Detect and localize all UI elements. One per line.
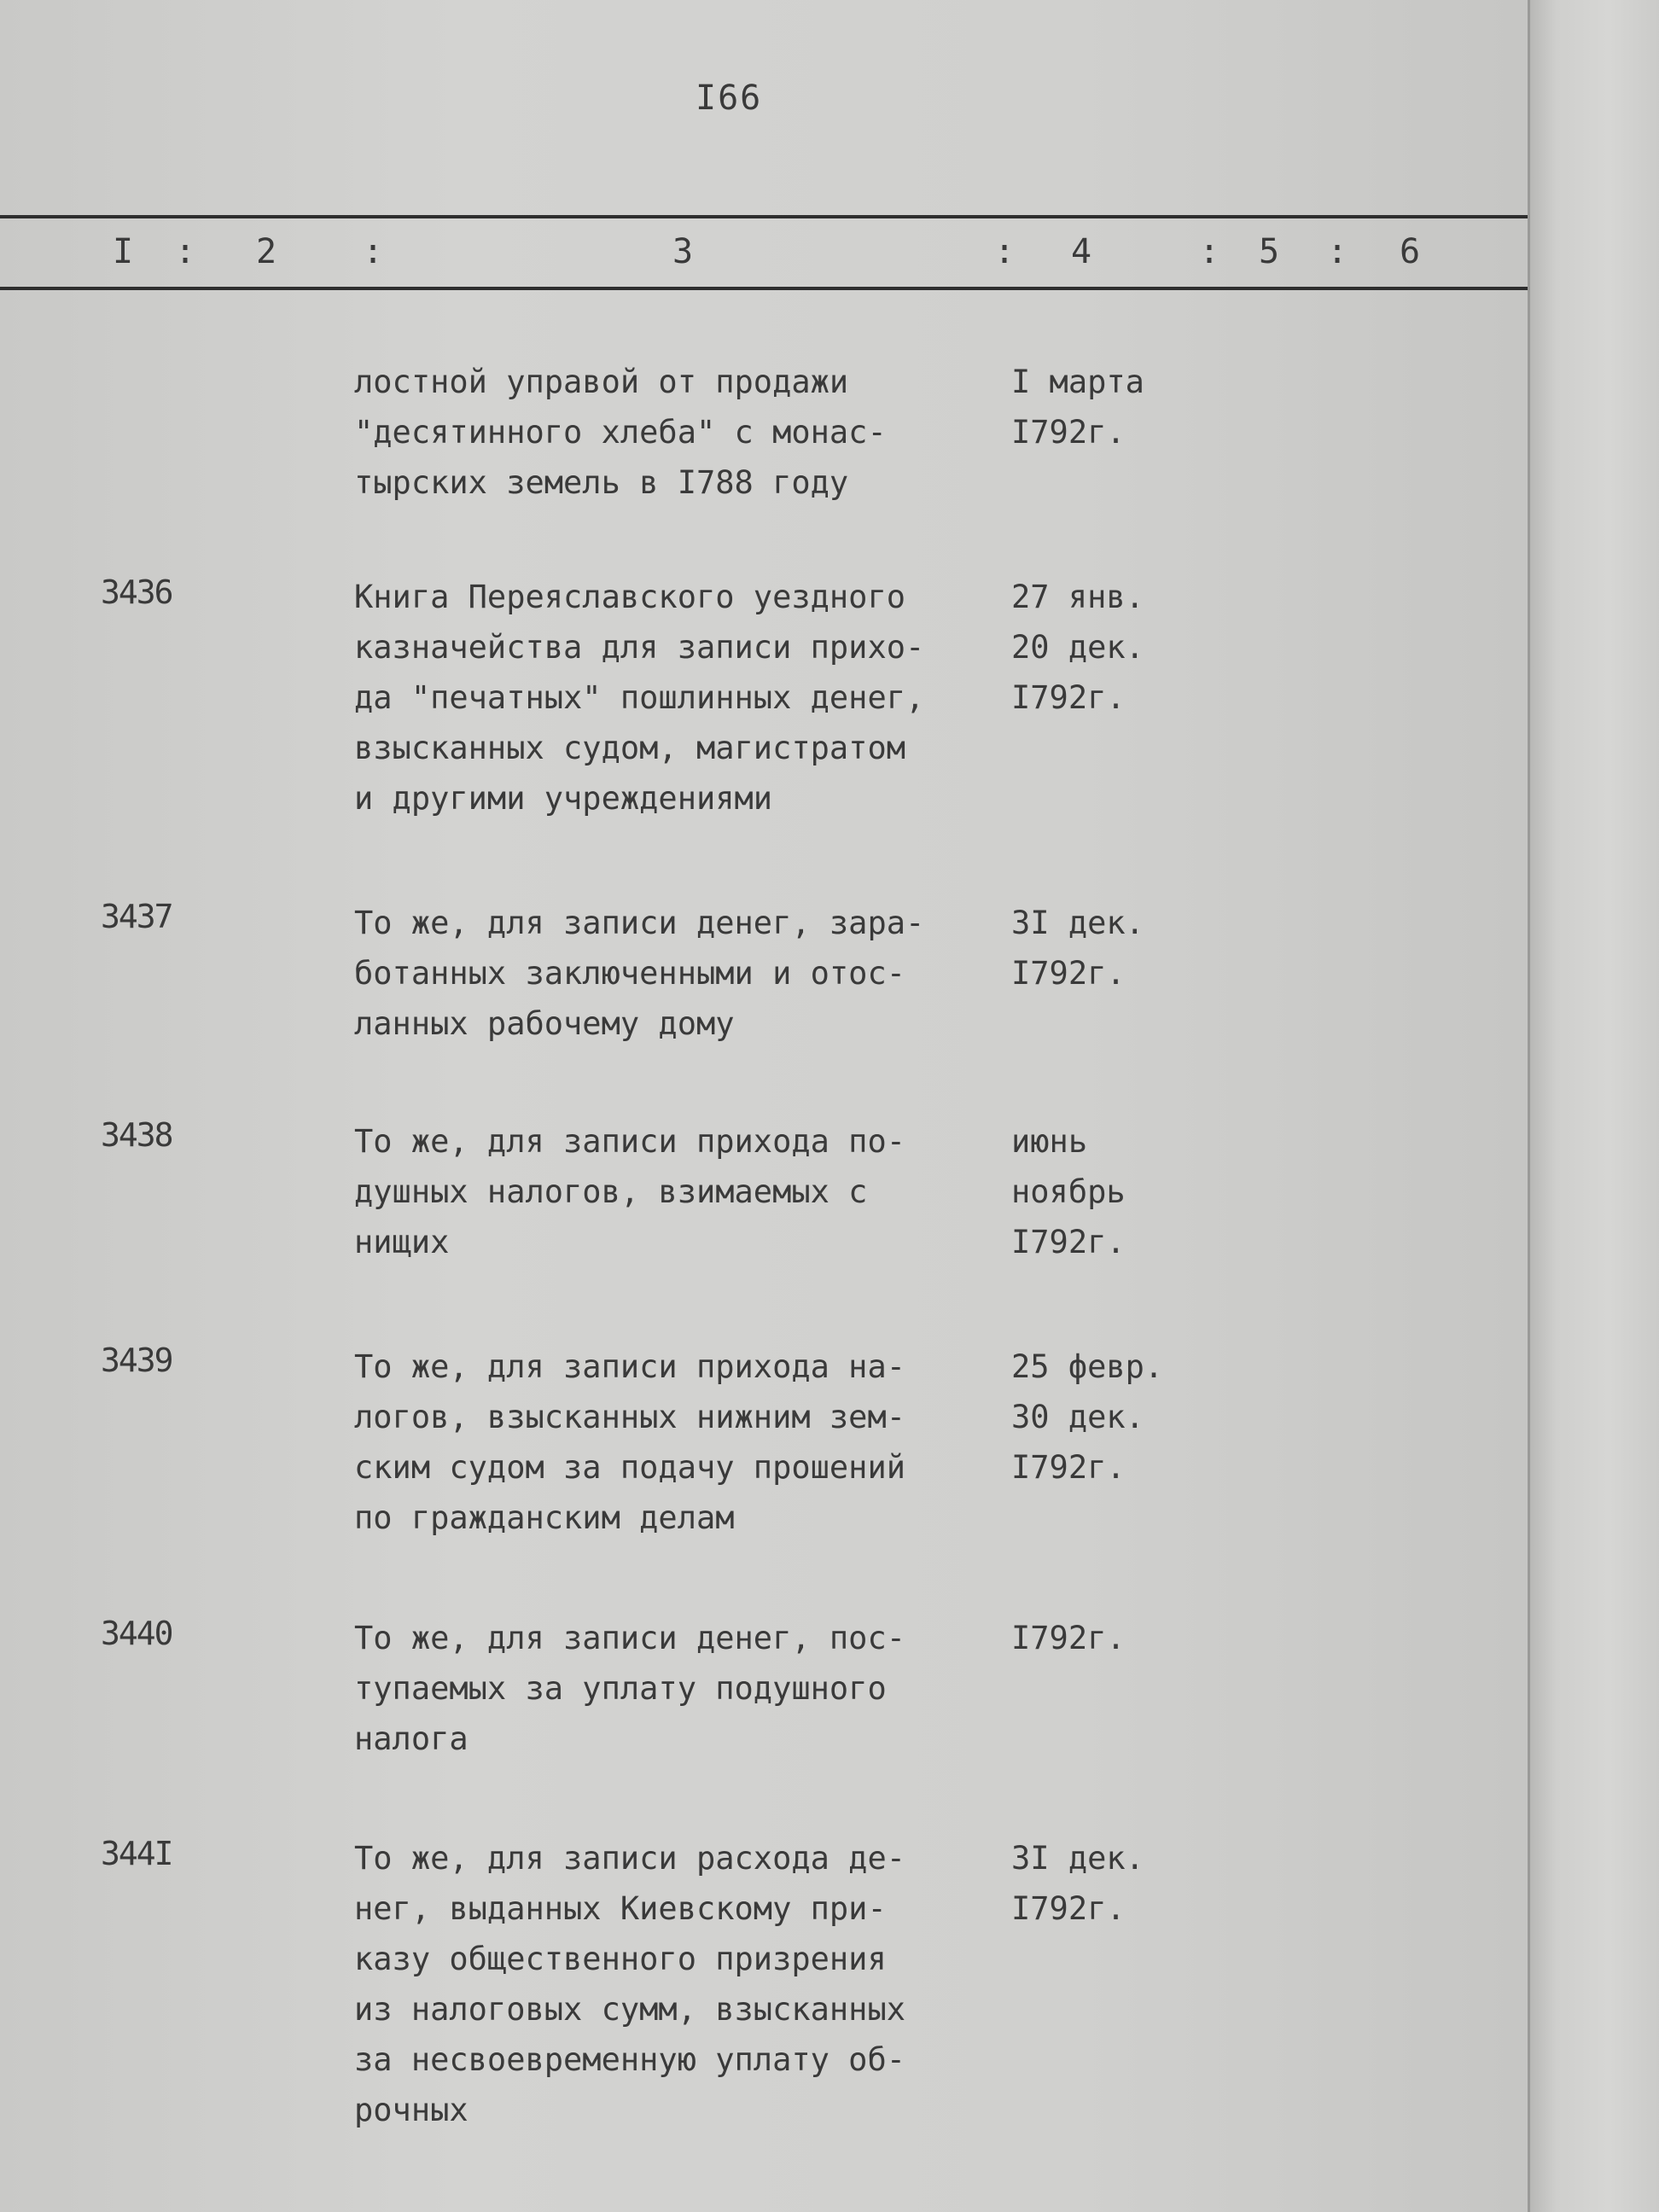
header-col-4: 4 bbox=[1071, 232, 1092, 271]
table-header bbox=[0, 215, 1528, 290]
entry-description: Книга Переяславского уездного казначейства для записи прихо- да "печатных" пошлинных денег, взысканных судом, магистратом и другими учреждениями bbox=[354, 579, 925, 817]
entry-description: То же, для записи прихода по- душных налогов, взимаемых с нищих bbox=[354, 1123, 906, 1260]
header-col-3: 3 bbox=[672, 232, 694, 271]
entry-number: 3437 bbox=[101, 898, 172, 935]
entry-number: 344I bbox=[101, 1835, 172, 1872]
entry-date: 3I дек. I792г. bbox=[1011, 1840, 1144, 1927]
entry-number: 3438 bbox=[101, 1116, 172, 1154]
header-separator: : bbox=[1199, 232, 1220, 271]
header-separator: : bbox=[175, 232, 196, 271]
entry-date: 25 февр. 30 дек. I792г. bbox=[1011, 1348, 1164, 1486]
header-col-2: 2 bbox=[256, 232, 277, 271]
entry-date: 27 янв. 20 дек. I792г. bbox=[1011, 579, 1144, 716]
header-col-5: 5 bbox=[1259, 232, 1280, 271]
header-separator: : bbox=[994, 232, 1016, 271]
entry-description: лостной управой от продажи "десятинного хлеба" с монас- тырских земель в I788 году bbox=[354, 364, 887, 501]
entry-number: 3440 bbox=[101, 1615, 172, 1652]
entry-date: I марта I792г. bbox=[1011, 364, 1144, 451]
entry-number: 3439 bbox=[101, 1342, 172, 1379]
entry-description: То же, для записи прихода на- логов, взысканных нижним зем- ским судом за подачу прошений по гражданским делам bbox=[354, 1348, 906, 1536]
page-number: I66 bbox=[696, 79, 763, 118]
header-col-1: I bbox=[113, 232, 134, 271]
entry-description: То же, для записи денег, зара- ботанных заключенными и отос- ланных рабочему дому bbox=[354, 905, 925, 1042]
entry-description: То же, для записи денег, пос- тупаемых за уплату подушного налога bbox=[354, 1620, 906, 1757]
entry-description: То же, для записи расхода де- нег, выданных Киевскому при- казу общественного призрения из налоговых сумм, взысканных за несвоевременную уплату об- рочных bbox=[354, 1840, 906, 2128]
entry-number: 3436 bbox=[101, 573, 172, 611]
entry-date: 3I дек. I792г. bbox=[1011, 905, 1144, 992]
header-separator: : bbox=[1327, 232, 1348, 271]
next-page-edge bbox=[1528, 0, 1659, 2212]
entry-date: I792г. bbox=[1011, 1620, 1126, 1656]
header-separator: : bbox=[363, 232, 384, 271]
header-col-6: 6 bbox=[1400, 232, 1421, 271]
entry-date: июнь ноябрь I792г. bbox=[1011, 1123, 1126, 1260]
